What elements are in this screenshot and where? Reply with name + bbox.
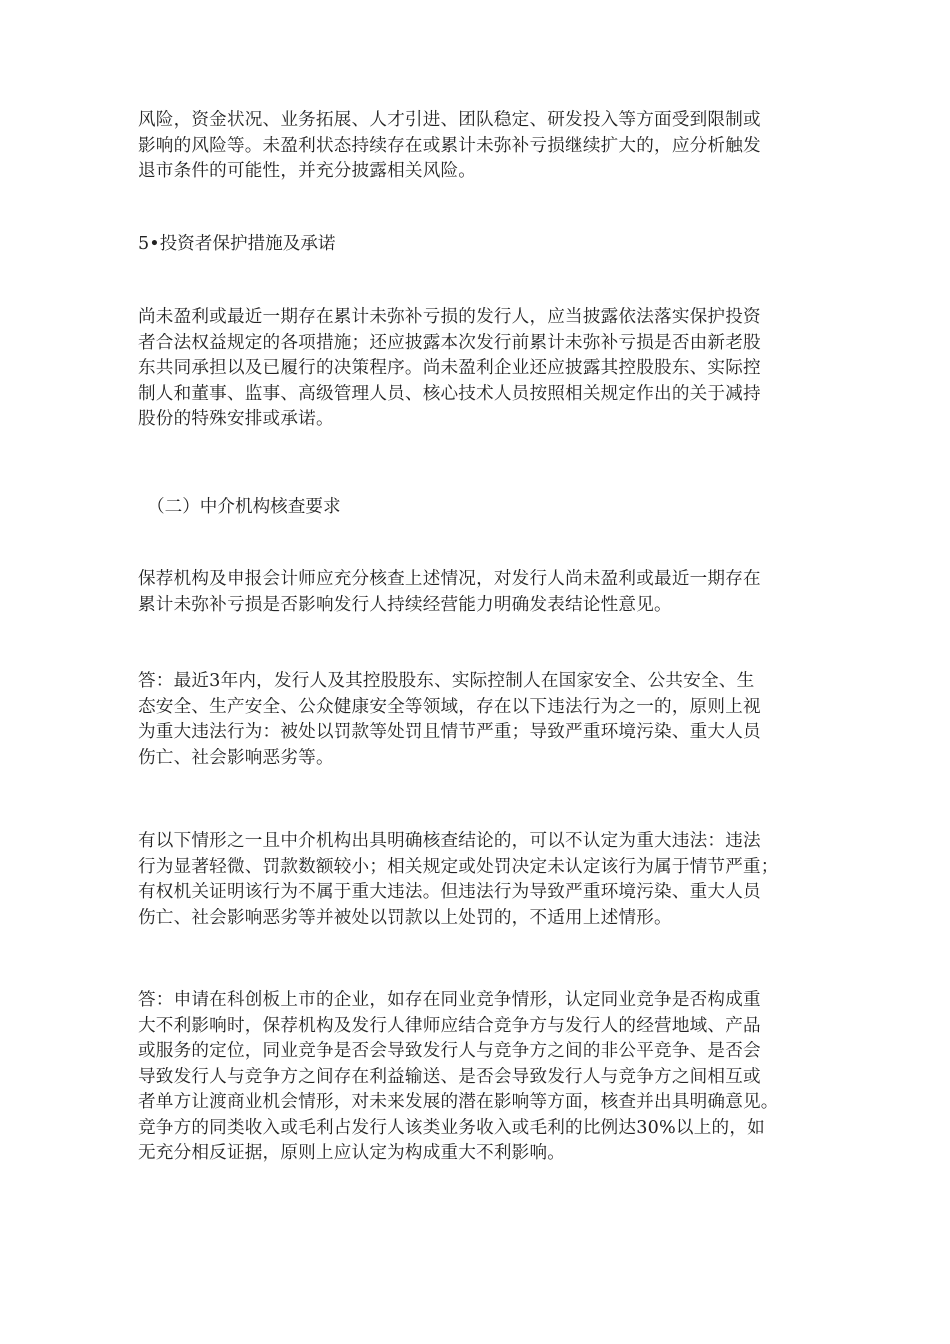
paragraph-answer-horizontal-competition: 答：申请在科创板上市的企业，如存在同业竞争情形，认定同业竞争是否构成重 大不利影响时，保荐机构及发行人律师应结合竞争方与发行人的经营地域、产品 或服务的定位，同业竞争是否会导致发行人与竞争方之间的非公平竞争、是否会 导致发行人与竞争方之间存在利益输送、是否会导致发行人与竞争方之间相互或 者单方让渡商业机会情形，对未来发展的潜在影响等方面，核查并出具明确意见。 竞争方的同类收入或毛利占发行人该类业务收入或毛利的比例达30%以上的，如 无充分相反证据，原则上应认定为构成重大不利影响。: [138, 990, 779, 1163]
section-heading-intermediary-review: （二）中介机构核查要求: [147, 497, 341, 517]
paragraph-risk-continuation: 风险，资金状况、业务拓展、人才引进、团队稳定、研发投入等方面受到限制或 影响的风险等。未盈利状态持续存在或累计未弥补亏损继续扩大的，应分析触发 退市条件的可能性，并充分披露相关风险。: [138, 110, 761, 181]
paragraph-exemption-conditions: 有以下情形之一且中介机构出具明确核查结论的，可以不认定为重大违法：违法 行为显著轻微、罚款数额较小；相关规定或处罚决定未认定该行为属于情节严重； 有权机关证明该行为不属于重大违法。但违法行为导致严重环境污染、重大人员 伤亡、社会影响恶劣等并被处以罚款以上处罚的，不适用上述情形。: [138, 831, 779, 928]
paragraph-investor-protection: 尚未盈利或最近一期存在累计未弥补亏损的发行人，应当披露依法落实保护投资 者合法权益规定的各项措施；还应披露本次发行前累计未弥补亏损是否由新老股 东共同承担以及已履行的决策程序。尚未盈利企业还应披露其控股股东、实际控 制人和董事、监事、高级管理人员、核心技术人员按照相关规定作出的关于减持 股份的特殊安排或承诺。: [138, 307, 761, 429]
paragraph-sponsor-review: 保荐机构及申报会计师应充分核查上述情况，对发行人尚未盈利或最近一期存在 累计未弥补亏损是否影响发行人持续经营能力明确发表结论性意见。: [138, 569, 761, 615]
paragraph-answer-major-violation: 答：最近3年内，发行人及其控股股东、实际控制人在国家安全、公共安全、生 态安全、生产安全、公众健康安全等领域，存在以下违法行为之一的，原则上视 为重大违法行为：被处以罚款等处罚且情节严重；导致严重环境污染、重大人员 伤亡、社会影响恶劣等。: [138, 671, 761, 768]
section-heading-investor-protection: 5•投资者保护措施及承诺: [138, 234, 336, 254]
